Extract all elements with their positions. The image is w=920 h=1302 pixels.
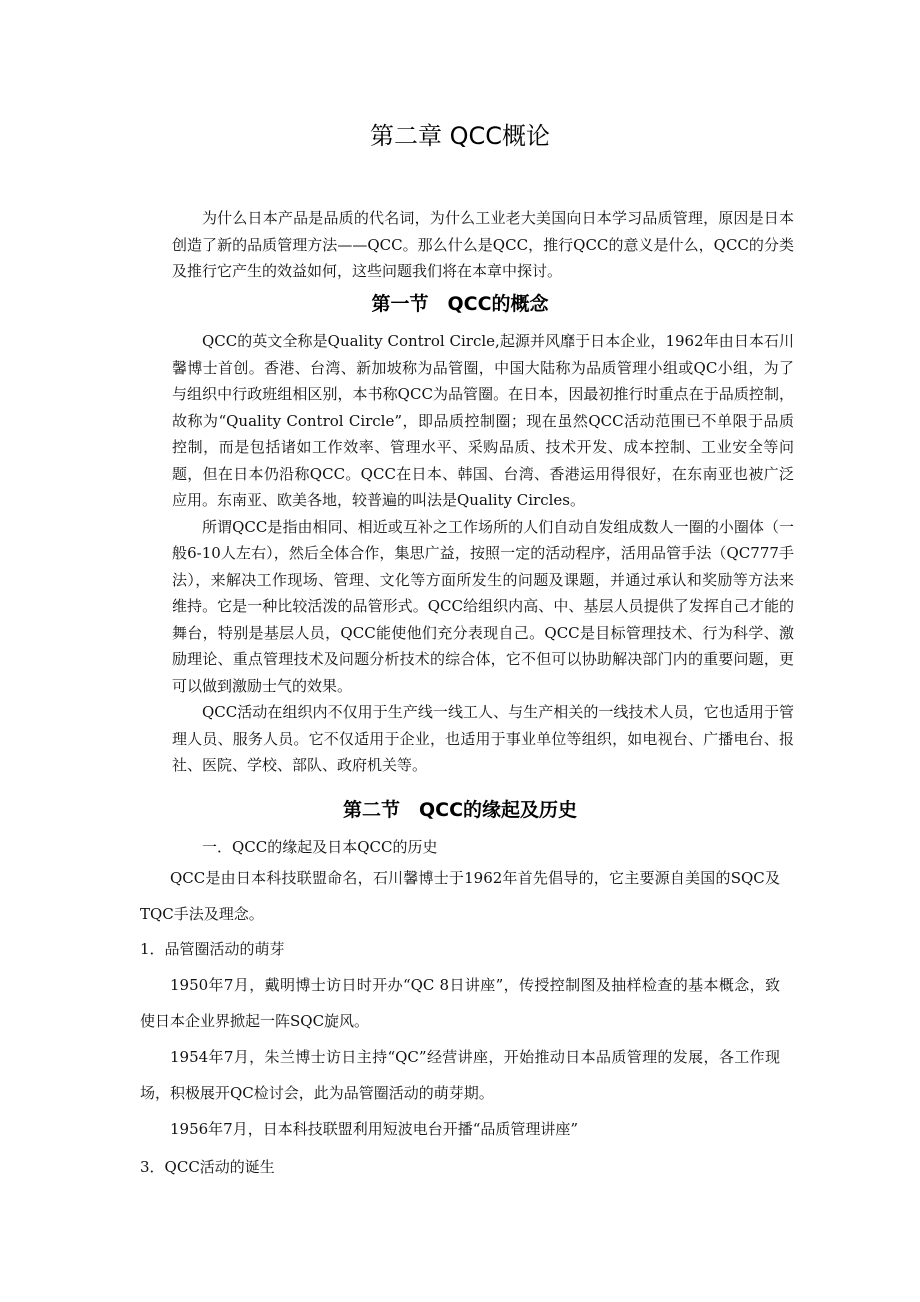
section1-paragraph-1: QCC的英文全称是Quality Control Circle,起源并风靡于日本企业，1962年由日本石川馨博士首创。香港、台湾、新加坡称为品管圈，中国大陆称为品质管理小组或QC小组，为了与组织中行政班组相区别，本书称QCC为品管圈。在日本，因最初推行时重点在于品质控制，故称为“Quality Control Circle”，即品质控制圈；现在虽然QCC活动范围已不单限于品质控制，而是包括诸如工作效率、管理水平、采购品质、技术开发、成本控制、工业安全等问题，但在日本仍沿称QCC。QCC在日本、韩国、台湾、香港运用得很好，在东南亚也被广泛应用。东南亚、欧美各地，较普遍的叫法是Quality Circles。 [172, 332, 794, 509]
section2-paragraph-2: 1950年7月，戴明博士访日时开办“QC 8日讲座”，传授控制图及抽样检查的基本概念，致使日本企业界掀起一阵SQC旋风。 [140, 976, 780, 1030]
intro-paragraph: 为什么日本产品是品质的代名词，为什么工业老大美国向日本学习品质管理，原因是日本创造了新的品质管理方法——QCC。那么什么是QCC，推行QCC的意义是什么，QCC的分类及推行它产生的效益如何，这些问题我们将在本章中探讨。 [172, 209, 794, 280]
section2-paragraph-3: 1954年7月，朱兰博士访日主持“QC”经营讲座，开始推动日本品质管理的发展，各工作现场，积极展开QC检讨会，此为品管圈活动的萌芽期。 [140, 1048, 780, 1102]
section2-subheading: 一．QCC的缘起及日本QCC的历史 [202, 838, 438, 856]
section2-paragraph-1: QCC是由日本科技联盟命名，石川馨博士于1962年首先倡导的，它主要源自美国的SQC及TQC手法及理念。 [140, 869, 780, 923]
section2-title: 第二节 QCC的缘起及历史 [342, 799, 578, 821]
section1-body [172, 328, 794, 779]
section1-paragraph-2: 所谓QCC是指由相同、相近或互补之工作场所的人们自动自发组成数人一圈的小圈体（一般6-10人左右），然后全体合作，集思广益，按照一定的活动程序，活用品管手法（QC777手法），来解决工作现场、管理、文化等方面所发生的问题及课题，并通过承认和奖励等方法来维持。它是一种比较活泼的品管形式。QCC给组织内高、中、基层人员提供了发挥自己才能的舞台，特别是基层人员，QCC能使他们充分表现自己。QCC是目标管理技术、行为科学、激励理论、重点管理技术及问题分析技术的综合体，它不但可以协助解决部门内的重要问题，更可以做到激励士气的效果。 [172, 517, 794, 695]
list-item-1: 1．品管圈活动的萌芽 [140, 940, 285, 958]
section1-title: 第一节 QCC的概念 [371, 293, 549, 315]
section2-paragraph-4: 1956年7月，日本科技联盟利用短波电台开播“品质管理讲座” [170, 1120, 579, 1138]
section1-paragraph-3: QCC活动在组织内不仅用于生产线一线工人、与生产相关的一线技术人员，它也适用于管理人员、服务人员。它不仅适用于企业，也适用于事业单位等组织，如电视台、广播电台、报社、医院、学校、部队、政府机关等。 [172, 703, 794, 774]
intro-block [172, 205, 794, 285]
chapter-title: 第二章 QCC概论 [369, 122, 551, 150]
list-item-3: 3．QCC活动的诞生 [140, 1158, 275, 1176]
